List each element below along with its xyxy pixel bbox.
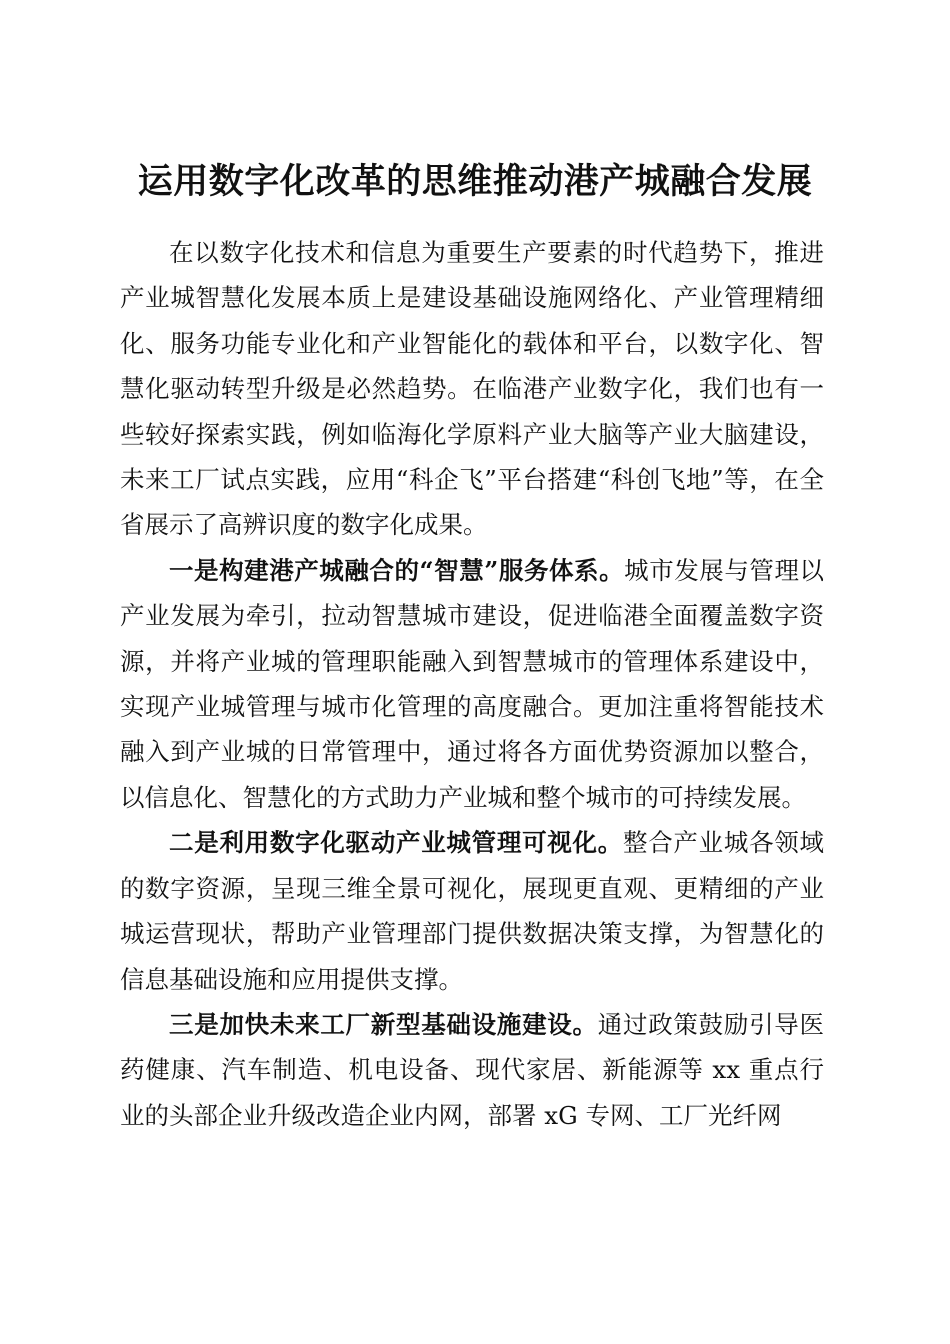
- section-paragraph-2: [120, 820, 824, 1002]
- section-1-lead: 一是构建港产城融合的“智慧”服务体系。: [169, 555, 625, 585]
- section-2-text: 整合产业城各领域的数字资源，呈现三维全景可视化，展现更直观、更精细的产业城运营现状，帮助产业管理部门提供数据决策支撑，为智慧化的信息基础设施和应用提供支撑。: [120, 828, 825, 994]
- section-3-lead: 三是加快未来工厂新型基础设施建设。: [169, 1009, 598, 1039]
- section-paragraph-1: [120, 548, 824, 820]
- document-title: 运用数字化改革的思维推动港产城融合发展: [137, 161, 813, 203]
- section-1-text: 城市发展与管理以产业发展为牵引，拉动智慧城市建设，促进临港全面覆盖数字资源，并将产业城的管理职能融入到智慧城市的管理体系建设中，实现产业城管理与城市化管理的高度融合。更加注重将智能技术融入到产业城的日常管理中，通过将各方面优势资源加以整合，以信息化、智慧化的方式助力产业城和整个城市的可持续发展。: [120, 555, 825, 812]
- section-3-text: 通过政策鼓励引导医药健康、汽车制造、机电设备、现代家居、新能源等 xx 重点行业的头部企业升级改造企业内网，部署 xG 专网、工厂光纤网: [120, 1009, 825, 1130]
- document-body: [120, 230, 824, 1138]
- section-paragraph-3: [120, 1002, 824, 1138]
- section-2-lead: 二是利用数字化驱动产业城管理可视化。: [169, 828, 623, 858]
- intro-paragraph: 在以数字化技术和信息为重要生产要素的时代趋势下，推进产业城智慧化发展本质上是建设基础设施网络化、产业管理精细化、服务功能专业化和产业智能化的载体和平台，以数字化、智慧化驱动转型升级是必然趋势。在临港产业数字化，我们也有一些较好探索实践，例如临海化学原料产业大脑等产业大脑建设，未来工厂试点实践，应用“科企飞”平台搭建“科创飞地”等，在全省展示了高辨识度的数字化成果。: [120, 238, 824, 540]
